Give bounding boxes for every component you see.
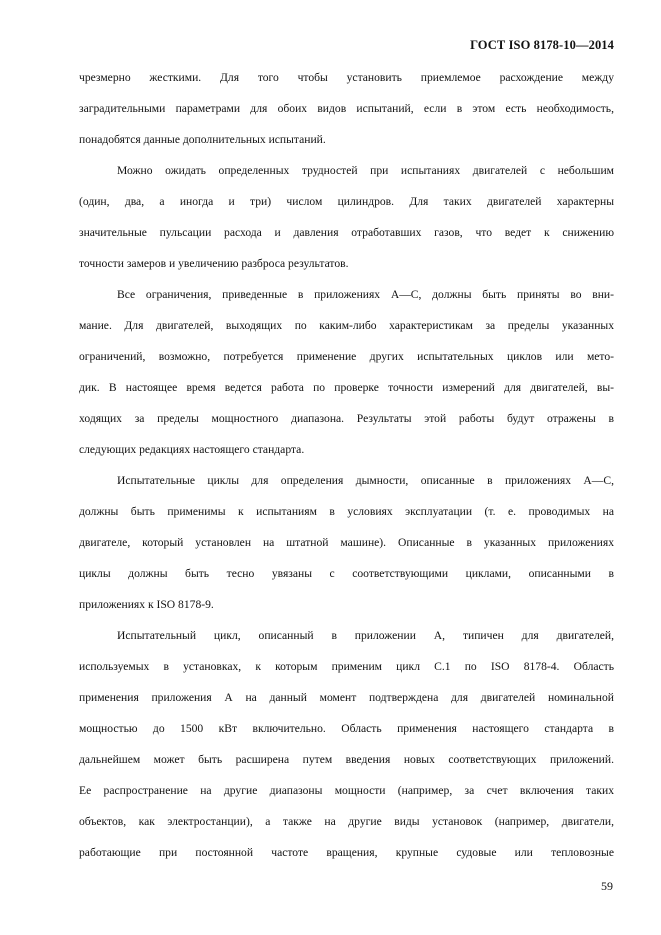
text-line: значительные пульсации расхода и давления отработавших газов, что ведет к снижению [79, 226, 614, 239]
text-line: мощностью до 1500 кВт включительно. Область применения настоящего стандарта в [79, 722, 614, 735]
text-line: циклы должны быть тесно увязаны с соответствующими циклами, описанными в [79, 567, 614, 580]
text-line: объектов, как электростанции), а также на другие виды установок (например, двигатели, [79, 815, 614, 828]
page-number: 59 [601, 879, 613, 893]
text-line: Можно ожидать определенных трудностей при испытаниях двигателей с небольшим [117, 164, 614, 177]
document-header-code: ГОСТ ISO 8178-10—2014 [470, 38, 614, 52]
text-line: приложениях к ISO 8178-9. [79, 598, 214, 611]
text-line: дик. В настоящее время ведется работа по проверке точности измерений для двигателей, вы- [79, 381, 614, 394]
paragraph-3 [79, 279, 614, 465]
text-line: точности замеров и увеличению разброса результатов. [79, 257, 349, 270]
paragraph-2 [79, 155, 614, 279]
text-line: применения приложения А на данный момент подтверждена для двигателей номинальной [79, 691, 614, 704]
text-line: ходящих за пределы мощностного диапазона. Результаты этой работы будут отражены в [79, 412, 614, 425]
text-line: используемых в установках, к которым применим цикл С.1 по ISO 8178-4. Область [79, 660, 614, 673]
text-line: понадобятся данные дополнительных испытаний. [79, 133, 326, 146]
document-body [79, 62, 614, 868]
text-line: дальнейшем может быть расширена путем введения новых соответствующих приложений. [79, 753, 614, 766]
paragraph-1 [79, 62, 614, 155]
text-line: следующих редакциях настоящего стандарта. [79, 443, 305, 456]
paragraph-4 [79, 465, 614, 620]
text-line: Все ограничения, приведенные в приложениях А—С, должны быть приняты во вни- [117, 288, 614, 301]
paragraph-5 [79, 620, 614, 868]
text-line: заградительными параметрами для обоих видов испытаний, если в этом есть необходимость, [79, 102, 614, 115]
text-line: ограничений, возможно, потребуется применение других испытательных циклов или мето- [79, 350, 614, 363]
text-line: мание. Для двигателей, выходящих по каким-либо характеристикам за пределы указанных [79, 319, 614, 332]
text-line: работающие при постоянной частоте вращения, крупные судовые или тепловозные [79, 846, 614, 859]
text-line: двигателе, который установлен на штатной машине). Описанные в указанных приложениях [79, 536, 614, 549]
text-line: Испытательный цикл, описанный в приложении А, типичен для двигателей, [117, 629, 614, 642]
text-line: чрезмерно жесткими. Для того чтобы установить приемлемое расхождение между [79, 71, 614, 84]
text-line: (один, два, а иногда и три) числом цилиндров. Для таких двигателей характерны [79, 195, 614, 208]
text-line: Ее распространение на другие диапазоны мощности (например, за счет включения таких [79, 784, 614, 797]
text-line: Испытательные циклы для определения дымности, описанные в приложениях А—С, [117, 474, 614, 487]
text-line: должны быть применимы к испытаниям в условиях эксплуатации (т. е. проводимых на [79, 505, 614, 518]
